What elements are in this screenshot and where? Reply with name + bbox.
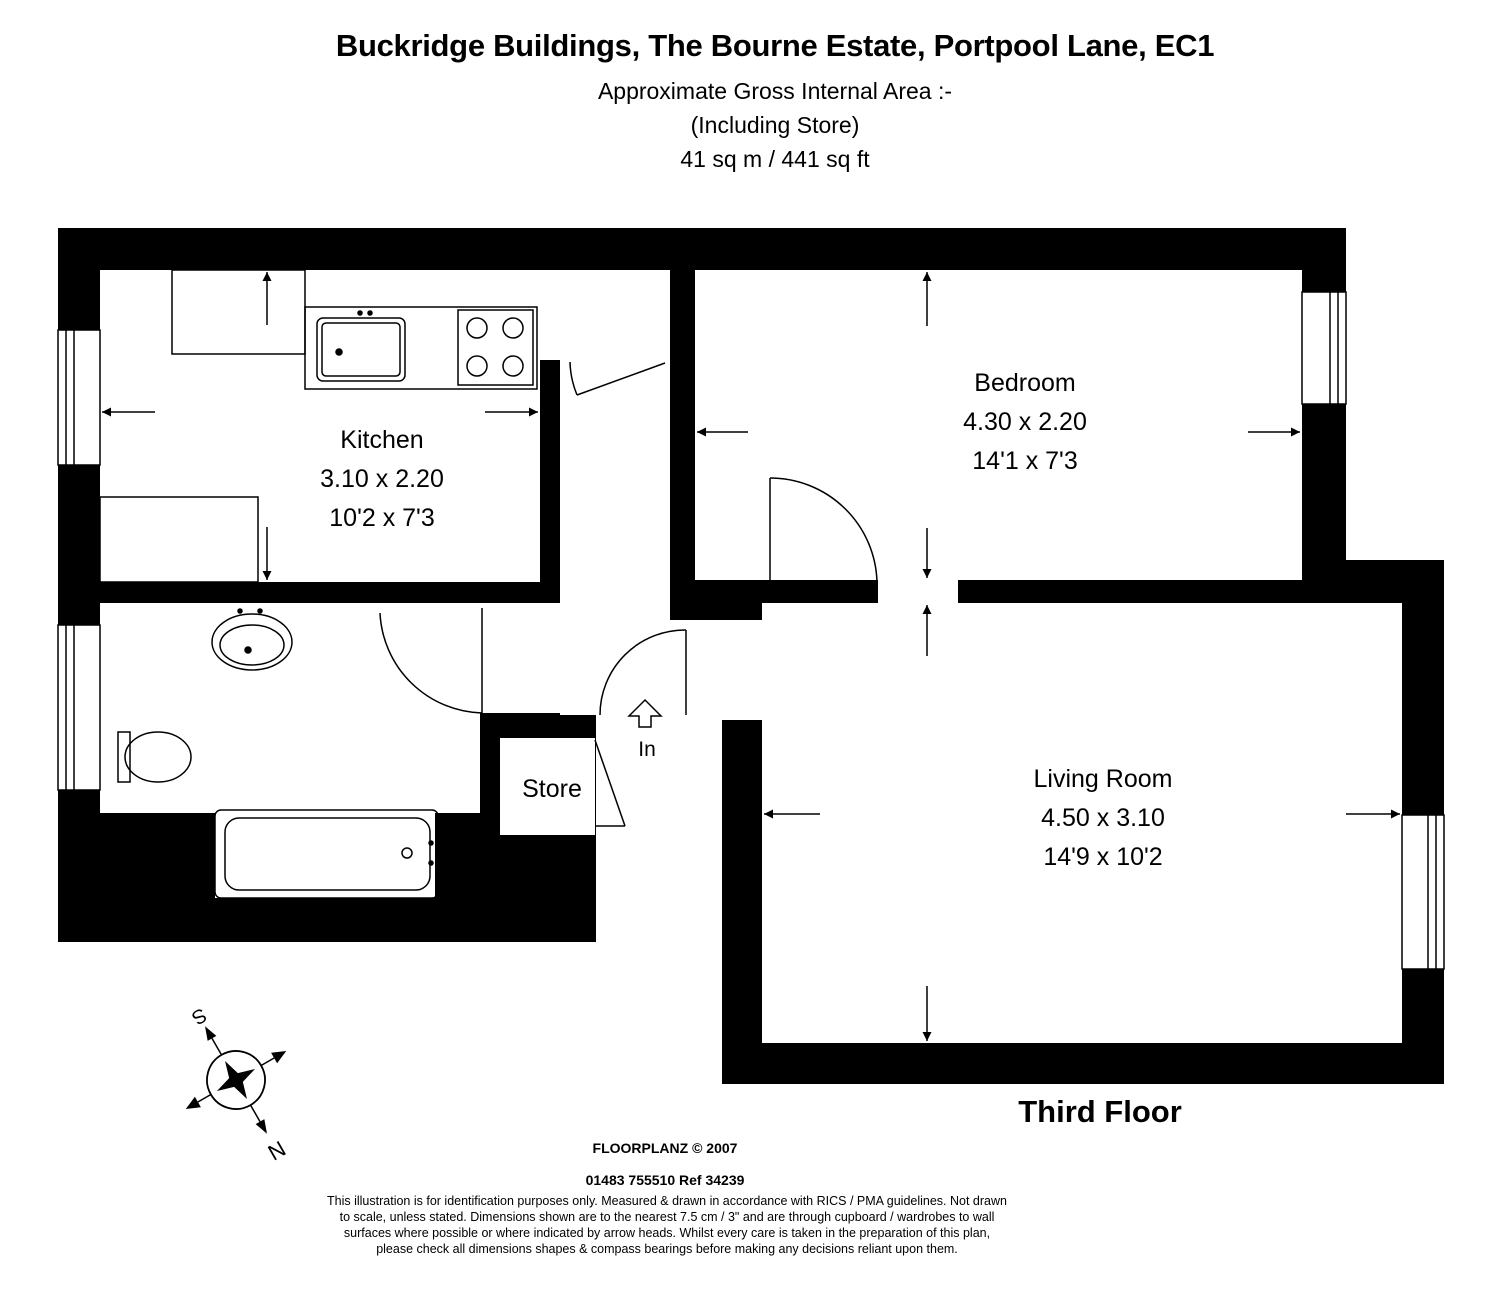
area-line-3: 41 sq m / 441 sq ft: [680, 146, 870, 172]
kitchen-name: Kitchen: [340, 426, 424, 454]
kitchen-metric: 3.10 x 2.20: [320, 465, 444, 493]
kitchen-imperial: 10'2 x 7'3: [329, 504, 435, 532]
living-name: Living Room: [1033, 765, 1173, 793]
area-line-2: (Including Store): [690, 112, 860, 138]
compass-north-label: N: [263, 1135, 290, 1166]
kitchen-floor: [100, 270, 540, 582]
footer-company: FLOORPLANZ © 2007: [592, 1140, 738, 1156]
bedroom-name: Bedroom: [974, 369, 1076, 397]
compass-south-label: S: [187, 1003, 211, 1029]
footer-disclaimer: This illustration is for identification purposes only. Measured & drawn in accordance with RICS / PMA guidelines. Not drawn to scale, unless stated. Dimensions shown are to the nearest 7.5 cm / 3" and are through cupboard / wardrobes to wall surfaces where possible or where indicated by arrow heads. Whilst every care is taken in the preparation of this plan, please check all dimensions shapes & compass bearings before making any decisions reliant upon them.: [327, 1194, 1007, 1256]
plan-title: Buckridge Buildings, The Bourne Estate, Portpool Lane, EC1: [335, 28, 1215, 63]
kitchen-window: [58, 330, 100, 465]
hall-floor: [560, 560, 670, 715]
footer-contact: 01483 755510 Ref 34239: [585, 1172, 745, 1188]
area-line-1: Approximate Gross Internal Area :-: [597, 78, 953, 104]
bathroom-window: [58, 625, 100, 790]
living-imperial: 14'9 x 10'2: [1043, 843, 1163, 871]
store-name: Store: [522, 775, 582, 803]
entrance-label: In: [638, 738, 656, 761]
bedroom-imperial: 14'1 x 7'3: [972, 447, 1078, 475]
bedroom-window: [1302, 292, 1346, 404]
floor-label: Third Floor: [1018, 1094, 1182, 1129]
bedroom-metric: 4.30 x 2.20: [963, 408, 1087, 436]
living-metric: 4.50 x 3.10: [1041, 804, 1165, 832]
compass-icon: [143, 977, 333, 1190]
living-window: [1402, 815, 1444, 969]
